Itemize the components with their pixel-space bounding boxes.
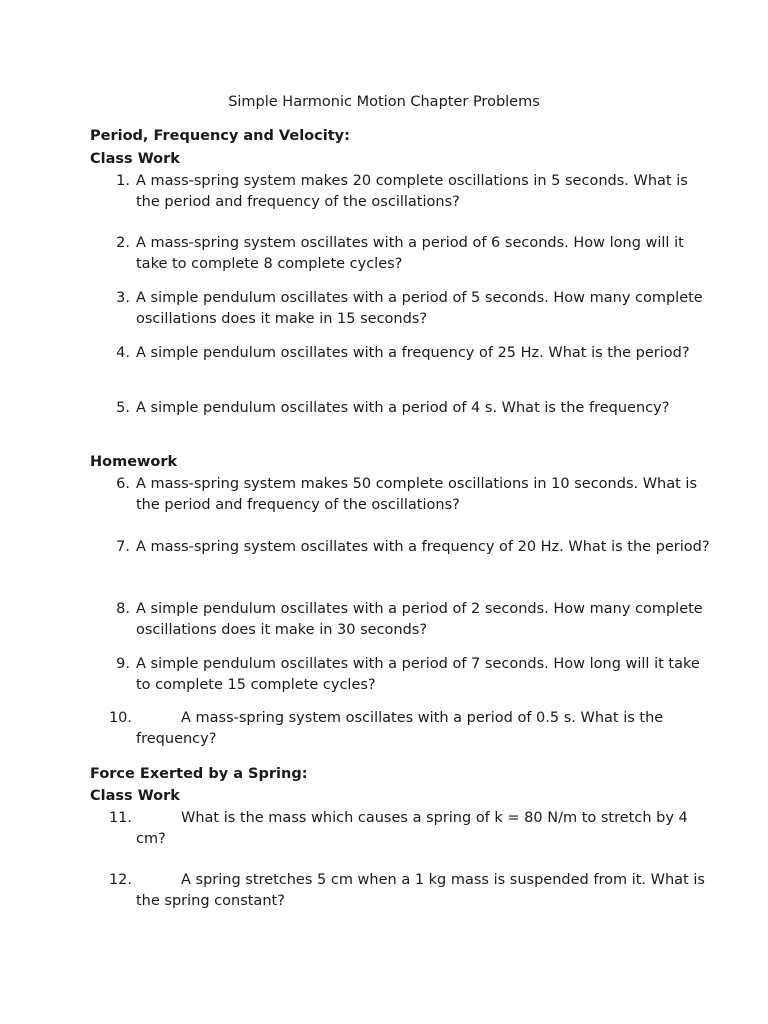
problem-text: A mass-spring system oscillates with a frequency of 20 Hz. What is the period? [136, 539, 710, 555]
problem-text: A mass-spring system makes 50 complete oscillations in 10 seconds. What is the period and frequency of the oscillations? [136, 476, 698, 513]
problem-text: A mass-spring system makes 20 complete oscillations in 5 seconds. What is the period and frequency of the oscillations? [136, 173, 688, 210]
problem-item [110, 654, 710, 696]
problem-number: 3. [116, 290, 130, 306]
problem-number: 4. [116, 345, 130, 361]
problem-number: 9. [116, 656, 130, 672]
problem-item [110, 474, 710, 516]
problem-item [110, 171, 710, 213]
section-heading-spring-force: Force Exerted by a Spring: [90, 766, 308, 782]
problem-number: 2. [116, 235, 130, 251]
problem-number: 6. [116, 476, 130, 492]
problem-text: What is the mass which causes a spring of k = 80 N/m to stretch by 4 cm? [136, 810, 688, 847]
problem-number: 10. [108, 710, 132, 726]
document-title: Simple Harmonic Motion Chapter Problems [228, 94, 540, 110]
problem-item [110, 288, 710, 330]
problem-item [110, 343, 710, 364]
homework-heading: Homework [90, 454, 178, 470]
problem-number: 1. [116, 173, 130, 189]
problem-text: A simple pendulum oscillates with a frequency of 25 Hz. What is the period? [136, 345, 690, 361]
problem-item [110, 537, 710, 558]
problem-text: A simple pendulum oscillates with a period of 7 seconds. How long will it take to complete 15 complete cycles? [136, 656, 700, 693]
problem-text: A mass-spring system oscillates with a period of 6 seconds. How long will it take to complete 8 complete cycles? [136, 235, 684, 272]
problem-number: 11. [108, 810, 132, 826]
problem-item [110, 233, 710, 275]
problem-text: A mass-spring system oscillates with a period of 0.5 s. What is the frequency? [136, 710, 664, 747]
class-work-heading: Class Work [90, 788, 180, 804]
problem-item [110, 708, 710, 750]
problem-text: A simple pendulum oscillates with a period of 5 seconds. How many complete oscillations does it make in 15 seconds? [136, 290, 703, 327]
problem-number: 5. [116, 400, 130, 416]
problem-item [110, 870, 710, 912]
problem-item [110, 599, 710, 641]
problem-item [110, 808, 710, 850]
section-heading-period-frequency: Period, Frequency and Velocity: [90, 128, 350, 144]
problem-text: A simple pendulum oscillates with a period of 4 s. What is the frequency? [136, 400, 670, 416]
problem-number: 8. [116, 601, 130, 617]
problem-number: 12. [108, 872, 132, 888]
problem-text: A simple pendulum oscillates with a period of 2 seconds. How many complete oscillations does it make in 30 seconds? [136, 601, 703, 638]
problem-text: A spring stretches 5 cm when a 1 kg mass is suspended from it. What is the spring constant? [136, 872, 705, 909]
problem-number: 7. [116, 539, 130, 555]
problem-item [110, 398, 710, 419]
class-work-heading: Class Work [90, 151, 180, 167]
